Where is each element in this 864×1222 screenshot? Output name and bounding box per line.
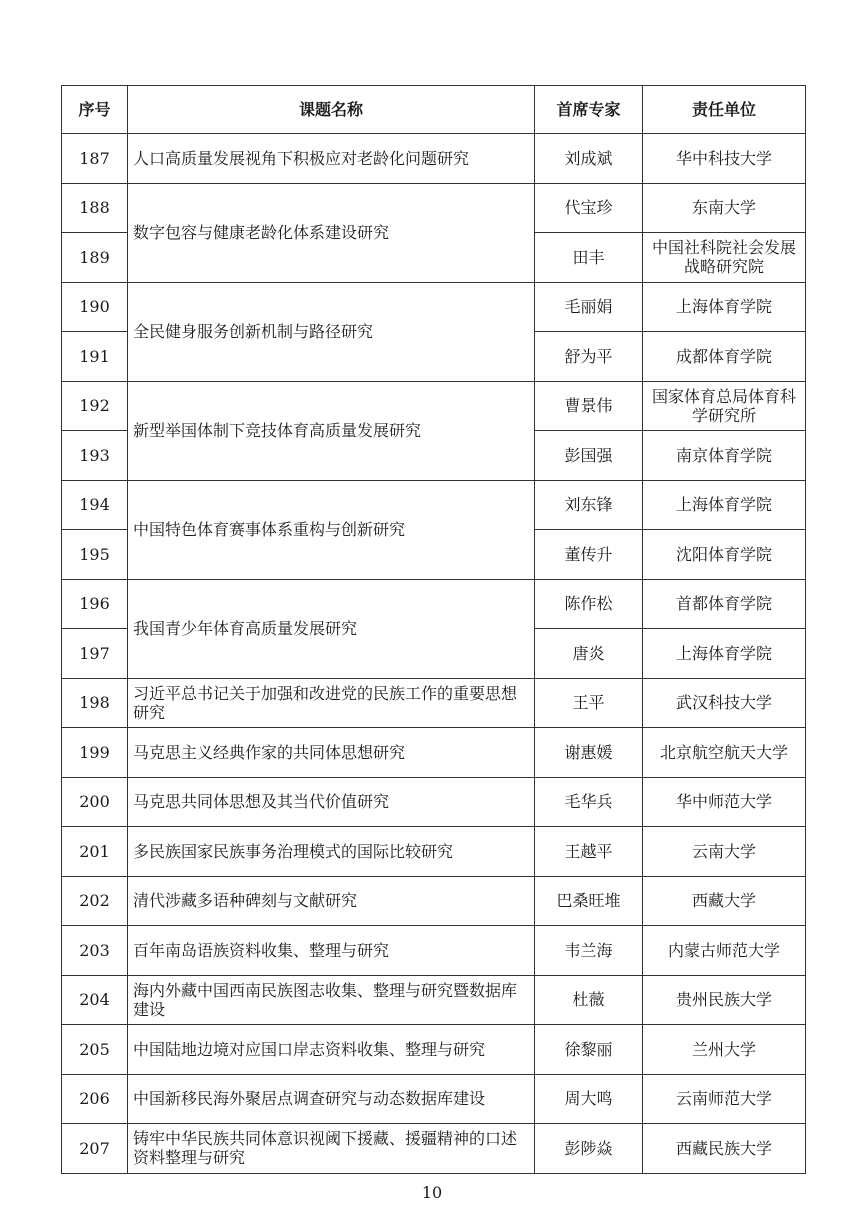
header-title: 课题名称 [128,86,535,134]
row-expert: 陈作松 [535,579,643,629]
row-num: 195 [62,530,128,580]
row-num: 206 [62,1074,128,1124]
row-expert: 唐炎 [535,629,643,679]
row-expert: 毛丽娟 [535,282,643,332]
row-title: 我国青少年体育高质量发展研究 [128,579,535,678]
row-unit: 沈阳体育学院 [643,530,806,580]
row-title: 新型举国体制下竞技体育高质量发展研究 [128,381,535,480]
row-num: 191 [62,332,128,382]
header-unit: 责任单位 [643,86,806,134]
row-unit: 南京体育学院 [643,431,806,481]
row-title: 马克思共同体思想及其当代价值研究 [128,777,535,827]
row-num: 204 [62,975,128,1025]
row-title: 马克思主义经典作家的共同体思想研究 [128,728,535,778]
row-num: 194 [62,480,128,530]
table-row [62,678,806,728]
table-row [62,480,806,530]
row-expert: 毛华兵 [535,777,643,827]
row-num: 192 [62,381,128,431]
row-unit: 云南大学 [643,827,806,877]
row-unit: 兰州大学 [643,1025,806,1075]
header-expert: 首席专家 [535,86,643,134]
row-title: 中国特色体育赛事体系重构与创新研究 [128,480,535,579]
row-num: 188 [62,183,128,233]
row-title: 习近平总书记关于加强和改进党的民族工作的重要思想研究 [128,678,535,728]
row-unit: 上海体育学院 [643,480,806,530]
project-table [61,85,806,1174]
row-num: 193 [62,431,128,481]
row-expert: 刘成斌 [535,134,643,184]
table-row [62,1025,806,1075]
row-num: 203 [62,926,128,976]
table-row [62,777,806,827]
row-expert: 巴桑旺堆 [535,876,643,926]
row-unit: 东南大学 [643,183,806,233]
table-row [62,183,806,233]
table-row [62,975,806,1025]
row-num: 201 [62,827,128,877]
row-num: 198 [62,678,128,728]
row-title: 多民族国家民族事务治理模式的国际比较研究 [128,827,535,877]
row-unit: 北京航空航天大学 [643,728,806,778]
table-row [62,282,806,332]
table-row [62,134,806,184]
row-unit: 云南师范大学 [643,1074,806,1124]
row-unit: 西藏大学 [643,876,806,926]
row-unit: 中国社科院社会发展战略研究院 [643,233,806,283]
row-title: 海内外藏中国西南民族图志收集、整理与研究暨数据库建设 [128,975,535,1025]
table-row [62,876,806,926]
row-num: 190 [62,282,128,332]
row-num: 200 [62,777,128,827]
row-unit: 国家体育总局体育科学研究所 [643,381,806,431]
row-expert: 王越平 [535,827,643,877]
table-header-row [62,86,806,134]
row-unit: 上海体育学院 [643,629,806,679]
table-row [62,381,806,431]
row-expert: 舒为平 [535,332,643,382]
row-title: 铸牢中华民族共同体意识视阈下援藏、援疆精神的口述资料整理与研究 [128,1124,535,1174]
table-row [62,579,806,629]
row-title: 中国新移民海外聚居点调查研究与动态数据库建设 [128,1074,535,1124]
row-unit: 首都体育学院 [643,579,806,629]
row-expert: 曹景伟 [535,381,643,431]
row-expert: 周大鸣 [535,1074,643,1124]
header-num: 序号 [62,86,128,134]
row-expert: 彭国强 [535,431,643,481]
row-expert: 杜薇 [535,975,643,1025]
row-expert: 代宝珍 [535,183,643,233]
table-row [62,728,806,778]
table-row [62,1124,806,1174]
table-row [62,926,806,976]
row-title: 百年南岛语族资料收集、整理与研究 [128,926,535,976]
row-unit: 西藏民族大学 [643,1124,806,1174]
row-expert: 王平 [535,678,643,728]
row-num: 189 [62,233,128,283]
row-num: 197 [62,629,128,679]
row-expert: 董传升 [535,530,643,580]
row-unit: 华中师范大学 [643,777,806,827]
row-unit: 贵州民族大学 [643,975,806,1025]
row-expert: 刘东锋 [535,480,643,530]
page-number: 10 [421,1183,443,1202]
row-unit: 华中科技大学 [643,134,806,184]
row-title: 人口高质量发展视角下积极应对老龄化问题研究 [128,134,535,184]
row-unit: 上海体育学院 [643,282,806,332]
row-num: 207 [62,1124,128,1174]
row-title: 中国陆地边境对应国口岸志资料收集、整理与研究 [128,1025,535,1075]
row-unit: 武汉科技大学 [643,678,806,728]
row-num: 202 [62,876,128,926]
row-num: 199 [62,728,128,778]
row-num: 196 [62,579,128,629]
row-num: 187 [62,134,128,184]
row-title: 全民健身服务创新机制与路径研究 [128,282,535,381]
row-title: 清代涉藏多语种碑刻与文献研究 [128,876,535,926]
row-expert: 韦兰海 [535,926,643,976]
row-unit: 成都体育学院 [643,332,806,382]
table-row [62,827,806,877]
row-num: 205 [62,1025,128,1075]
row-expert: 彭陟焱 [535,1124,643,1174]
row-expert: 谢惠媛 [535,728,643,778]
row-expert: 徐黎丽 [535,1025,643,1075]
row-expert: 田丰 [535,233,643,283]
table-row [62,1074,806,1124]
row-title: 数字包容与健康老龄化体系建设研究 [128,183,535,282]
row-unit: 内蒙古师范大学 [643,926,806,976]
